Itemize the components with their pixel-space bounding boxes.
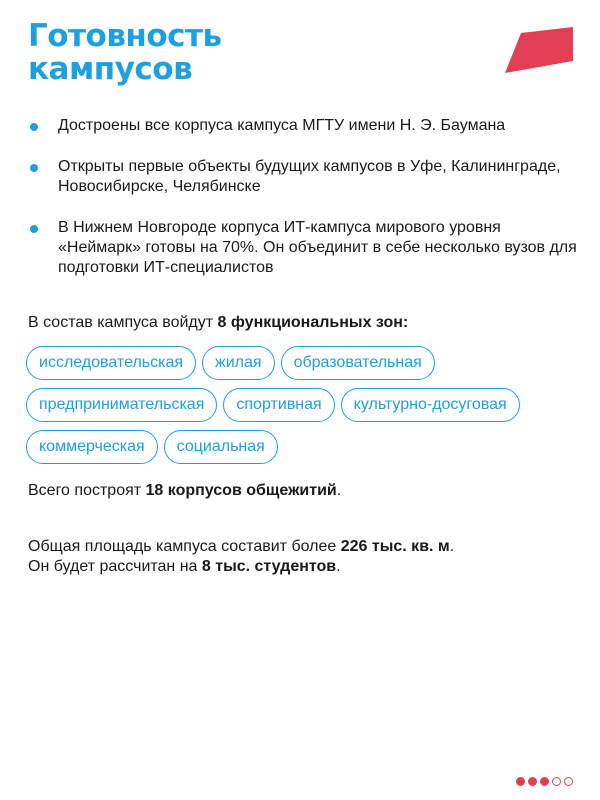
page-indicator [516,777,573,786]
zone-chip: образовательная [281,346,435,380]
zone-chip: жилая [202,346,275,380]
page-dot-filled [540,777,549,786]
bullet-text: Достроены все корпуса кампуса МГТУ имени Н. Э. Баумана [58,117,506,134]
zone-chip: исследовательская [26,346,196,380]
area-value: 226 тыс. кв. м [340,538,450,555]
dorms-statement [28,481,341,501]
capacity-value: 8 тыс. студентов [201,558,337,575]
zones-intro [28,313,408,333]
zone-chip-list [26,346,586,464]
bullet-item [30,116,578,136]
zone-chip: социальная [164,430,278,464]
capacity-suffix: . [336,558,341,575]
zone-chip: предпринимательская [26,388,217,422]
title-line-1: Готовность [28,18,222,54]
page-dot-empty [552,777,561,786]
zone-chip: спортивная [223,388,334,422]
area-statement [28,537,454,577]
page-dot-filled [516,777,525,786]
bullet-item [30,218,578,278]
bullet-item [30,157,578,197]
bullet-text: Открыты первые объекты будущих кампусов в Уфе, Калининграде, Новосибирске, Челябинске [58,158,561,195]
title-line-2: кампусов [28,51,193,87]
dorms-prefix: Всего построят [28,482,146,499]
bullet-dot-icon [30,164,38,172]
dorms-count: 18 корпусов общежитий [145,482,337,499]
bullet-list [30,116,578,299]
dorms-suffix: . [336,482,342,499]
bullet-dot-icon [30,123,38,131]
area-line-1 [28,537,454,557]
zones-count: 8 функциональных зон: [217,314,409,331]
zone-chip: культурно-досуговая [341,388,520,422]
page-dot-filled [528,777,537,786]
zones-intro-text: В состав кампуса войдут [28,314,218,331]
page-dot-empty [564,777,573,786]
page-title [28,20,448,86]
bullet-dot-icon [30,225,38,233]
bullet-text: В Нижнем Новгороде корпуса ИТ-кампуса мирового уровня «Неймарк» готовы на 70%. Он объединит в себе несколько вузов для подготовки ИТ-специалистов [58,219,577,276]
capacity-prefix: Он будет рассчитан на [28,558,202,575]
red-parallelogram-logo-icon [505,27,575,73]
area-prefix: Общая площадь кампуса составит более [28,538,341,555]
area-suffix: . [449,538,455,555]
area-line-2 [28,557,454,577]
zone-chip: коммерческая [26,430,158,464]
